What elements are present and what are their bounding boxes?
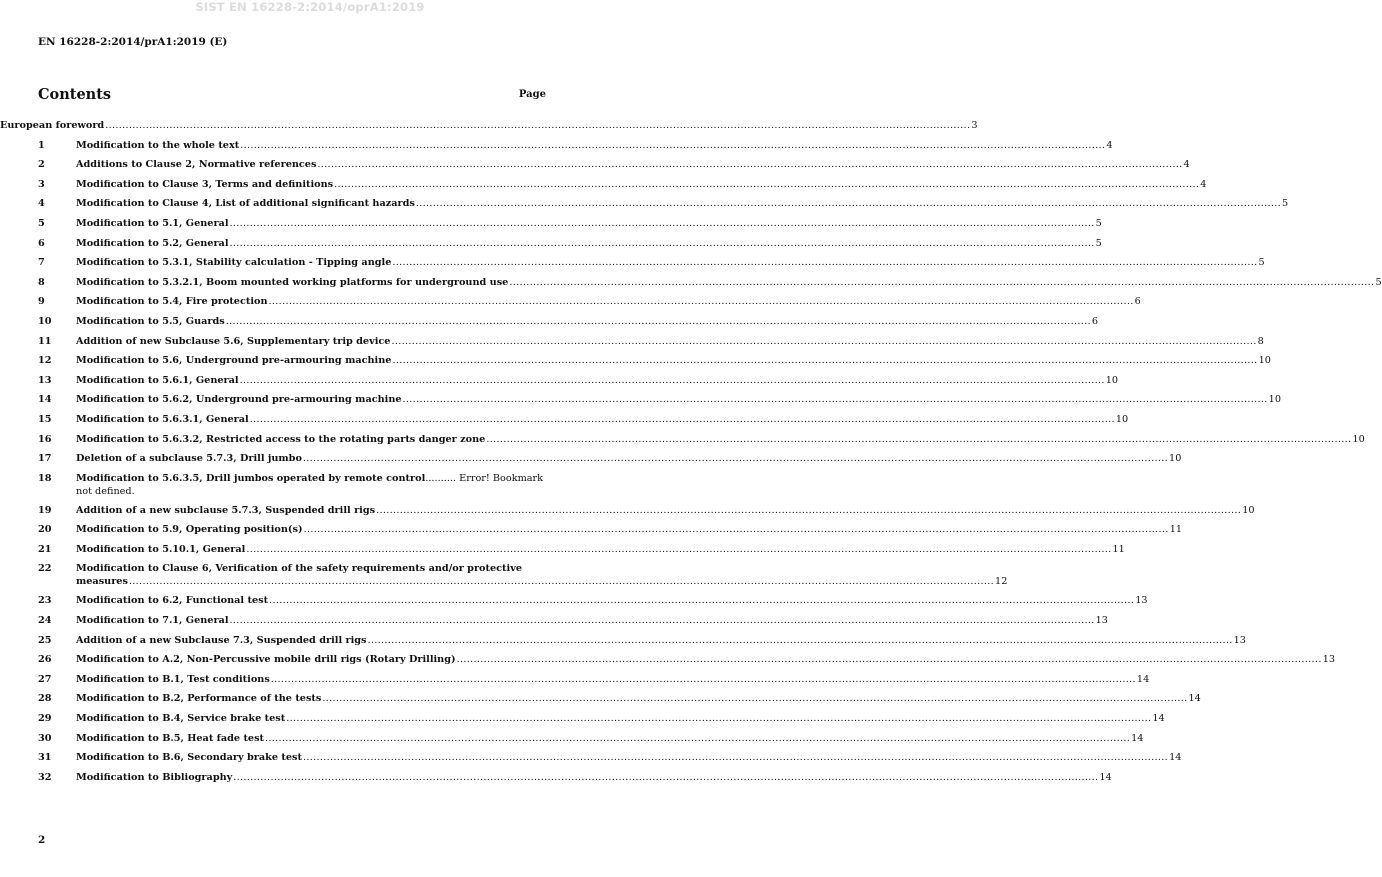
toc-title[interactable]: Modification to 5.6.3.2, Restricted access to the rotating parts danger zone xyxy=(76,433,486,445)
toc-title[interactable]: European foreword xyxy=(0,120,105,131)
toc-leader xyxy=(233,771,1098,784)
toc-leader xyxy=(246,543,1111,556)
toc-leader xyxy=(304,523,1169,536)
toc-entry-15[interactable] xyxy=(38,413,1129,433)
toc-page: 13 xyxy=(1322,654,1336,666)
toc-title[interactable]: Modification to 6.2, Functional test xyxy=(76,595,269,607)
toc-page: 13 xyxy=(1095,615,1108,627)
toc-entry-2[interactable] xyxy=(38,158,1190,178)
toc-title-line2[interactable]: measures xyxy=(76,576,128,588)
toc-number: 21 xyxy=(38,543,52,555)
toc-leader xyxy=(334,178,1199,191)
toc-entry-28[interactable] xyxy=(38,692,1201,712)
toc-title[interactable]: Modification to 5.1, General xyxy=(76,217,229,229)
toc-entry-4[interactable] xyxy=(38,197,1289,217)
toc-entry-24[interactable] xyxy=(38,614,1108,634)
toc-number: 28 xyxy=(38,693,52,705)
toc-leader xyxy=(416,197,1281,210)
toc-number: 31 xyxy=(38,752,52,764)
toc-title[interactable]: Additions to Clause 2, Normative references xyxy=(76,159,317,171)
toc-page: 5 xyxy=(1095,237,1102,249)
toc-title[interactable]: Modification to B.4, Service brake test xyxy=(76,713,286,725)
toc-number: 5 xyxy=(38,217,45,229)
toc-leader xyxy=(376,504,1241,517)
toc-leader xyxy=(230,237,1095,250)
toc-number: 30 xyxy=(38,732,52,744)
toc-title[interactable]: Modification to 5.2, General xyxy=(76,237,229,249)
toc-leader xyxy=(230,614,1095,627)
toc-leader xyxy=(230,217,1095,230)
toc-leader xyxy=(265,732,1130,745)
toc-entry-6[interactable] xyxy=(38,237,1102,257)
toc-entry-3[interactable] xyxy=(38,178,1207,198)
toc-page: 14 xyxy=(1188,693,1201,705)
toc-leader xyxy=(269,594,1134,607)
toc-number: 16 xyxy=(38,433,52,445)
toc-entry-31[interactable] xyxy=(38,751,1182,771)
toc-leader xyxy=(303,452,1168,465)
toc-title[interactable]: Modification to 5.9, Operating position(s) xyxy=(76,524,303,536)
toc-leader xyxy=(317,158,1182,171)
toc-leader xyxy=(105,119,970,132)
toc-number: 26 xyxy=(38,654,52,666)
page-column-label: Page xyxy=(518,89,546,100)
toc-number: 14 xyxy=(38,394,52,406)
toc-leader xyxy=(486,433,1351,446)
toc-title[interactable]: Modification to the whole text xyxy=(76,139,240,151)
toc-title[interactable]: Modification to 5.10.1, General xyxy=(76,543,246,555)
toc-entry-12[interactable] xyxy=(38,354,1271,374)
toc-entry-21[interactable] xyxy=(38,543,1125,563)
toc-page: 10 xyxy=(1115,413,1129,425)
toc-title[interactable]: Modification to 5.3.1, Stability calculation - Tipping angle xyxy=(76,257,392,269)
toc-page: 6 xyxy=(1091,315,1099,327)
toc-leader xyxy=(457,653,1322,666)
toc-entry-19[interactable] xyxy=(38,504,1255,524)
toc-entry-8[interactable] xyxy=(38,276,1382,296)
toc-page: 10 xyxy=(1169,453,1182,465)
toc-leader xyxy=(271,673,1136,686)
toc-number: 22 xyxy=(38,563,52,575)
toc-title[interactable]: Modification to B.2, Performance of the tests xyxy=(76,693,322,705)
toc-title[interactable]: Modification to 5.6.3.5, Drill jumbos operated by remote control xyxy=(76,472,426,484)
toc-leader xyxy=(129,575,994,588)
toc-title[interactable]: Modification to B.1, Test conditions xyxy=(76,673,270,685)
toc-title[interactable]: Modification to B.5, Heat fade test xyxy=(76,732,265,744)
toc-number: 24 xyxy=(38,615,52,627)
toc-number: 4 xyxy=(38,198,45,210)
toc-title[interactable]: Modification to B.6, Secondary brake test xyxy=(76,752,302,764)
toc-title[interactable]: Modification to Bibliography xyxy=(76,771,233,783)
toc-number: 9 xyxy=(38,296,45,308)
toc-page: 5 xyxy=(1095,217,1102,229)
toc-page: 5 xyxy=(1258,257,1265,269)
toc-leader xyxy=(392,354,1257,367)
toc-page: 13 xyxy=(1135,595,1148,607)
watermark: SIST EN 16228-2:2014/oprA1:2019 xyxy=(195,0,425,14)
toc-title[interactable]: Modification to 5.5, Guards xyxy=(76,315,225,327)
contents-title: Contents xyxy=(38,86,112,103)
toc-number: 27 xyxy=(38,673,52,685)
toc-entry-30[interactable] xyxy=(38,732,1144,752)
toc-title[interactable]: Modification to 7.1, General xyxy=(76,615,229,627)
toc-leader xyxy=(303,751,1168,764)
toc-title[interactable]: Modification to Clause 4, List of additional significant hazards xyxy=(76,198,415,210)
toc-title[interactable]: Addition of a new Subclause 7.3, Suspended drill rigs xyxy=(76,634,367,646)
toc-number: 32 xyxy=(38,771,52,783)
toc-entry-22[interactable] xyxy=(38,562,1008,594)
toc-number: 23 xyxy=(38,595,52,607)
toc-number: 12 xyxy=(38,355,52,367)
toc-number: 10 xyxy=(38,315,52,327)
toc-number: 17 xyxy=(38,453,52,465)
toc-leader xyxy=(392,256,1257,269)
toc-entry-9[interactable] xyxy=(38,295,1141,315)
toc-number: 3 xyxy=(38,178,45,190)
toc-page: 4 xyxy=(1200,178,1207,190)
toc-page: 14 xyxy=(1136,673,1150,685)
toc-number: 13 xyxy=(38,374,52,386)
toc-leader xyxy=(226,315,1091,328)
toc-page: 4 xyxy=(1183,159,1190,171)
toc-page: 11 xyxy=(1112,543,1125,555)
toc-entry-23[interactable] xyxy=(38,594,1148,614)
toc-entry-10[interactable] xyxy=(38,315,1099,335)
toc-leader xyxy=(403,393,1268,406)
toc-leader xyxy=(269,295,1134,308)
toc-page: 6 xyxy=(1134,296,1141,308)
toc-number: 11 xyxy=(38,335,52,347)
toc-page: 10 xyxy=(1268,394,1281,406)
toc-entry-11[interactable] xyxy=(38,335,1264,355)
toc-entry-18[interactable] xyxy=(38,472,546,504)
toc-page: 10 xyxy=(1352,433,1365,445)
toc-number: 19 xyxy=(38,504,52,516)
toc-entry-1[interactable] xyxy=(38,139,1113,159)
toc-leader xyxy=(250,413,1115,426)
toc-title[interactable]: Deletion of a subclause 5.7.3, Drill jumbo xyxy=(76,453,302,465)
toc-page: 3 xyxy=(971,120,978,131)
toc-number: 7 xyxy=(38,257,45,269)
toc-page: 8 xyxy=(1257,335,1264,347)
toc-number: 25 xyxy=(38,634,52,646)
toc-title[interactable]: Modification to 5.6.3.1, General xyxy=(76,413,249,425)
toc-page: 4 xyxy=(1106,139,1113,151)
toc-number: 15 xyxy=(38,413,52,425)
toc-number: 2 xyxy=(38,159,45,171)
toc-leader xyxy=(322,692,1187,705)
toc-number: 29 xyxy=(38,713,52,725)
toc-title[interactable]: Modification to 5.3.2.1, Boom mounted working platforms for underground use xyxy=(76,276,509,288)
toc-title[interactable]: Modification to 5.6.2, Underground pre-armouring machine xyxy=(76,394,402,406)
toc-leader xyxy=(368,634,1233,647)
toc-page: 10 xyxy=(1105,374,1119,386)
toc-entry-16[interactable] xyxy=(38,433,1365,453)
toc-number: 20 xyxy=(38,524,52,536)
document-id: EN 16228-2:2014/prA1:2019 (E) xyxy=(38,36,228,48)
table-of-contents xyxy=(0,119,1382,790)
toc-entry-26[interactable] xyxy=(38,653,1336,673)
toc-number: 6 xyxy=(38,237,45,249)
toc-page: 5 xyxy=(1281,198,1289,210)
bookmark-error: Error! Bookmark not defined. xyxy=(76,472,544,497)
toc-number: 18 xyxy=(38,472,52,484)
toc-leader xyxy=(286,712,1151,725)
toc-page: 12 xyxy=(995,576,1008,588)
toc-title[interactable]: Addition of new Subclause 5.6, Supplementary trip device xyxy=(76,335,391,347)
toc-title[interactable]: Modification to 5.6, Underground pre-armouring machine xyxy=(76,355,392,367)
toc-entry-27[interactable] xyxy=(38,673,1150,693)
toc-page: 14 xyxy=(1152,713,1165,725)
toc-leader xyxy=(240,139,1105,152)
toc-leader xyxy=(509,276,1374,289)
toc-entry-17[interactable] xyxy=(38,452,1182,472)
toc-title[interactable]: Modification to A.2, Non-Percussive mobile drill rigs (Rotary Drilling) xyxy=(76,654,456,666)
toc-entry-foreword[interactable] xyxy=(0,119,978,139)
toc-title[interactable]: Modification to 5.4, Fire protection xyxy=(76,296,268,308)
toc-leader: .......... xyxy=(425,472,460,484)
toc-page: 13 xyxy=(1233,634,1246,646)
toc-page: 10 xyxy=(1242,504,1255,516)
toc-entry-7[interactable] xyxy=(38,256,1265,276)
toc-entry-14[interactable] xyxy=(38,393,1281,413)
toc-entry-29[interactable] xyxy=(38,712,1165,732)
toc-page: 14 xyxy=(1169,752,1182,764)
toc-leader xyxy=(391,335,1256,348)
toc-title-line1[interactable]: Modification to Clause 6, Verification of the safety requirements and/or protective xyxy=(76,563,522,575)
toc-page: 5 xyxy=(1375,276,1382,288)
toc-entry-20[interactable] xyxy=(38,523,1183,543)
toc-entry-13[interactable] xyxy=(38,374,1119,394)
toc-title[interactable]: Modification to Clause 3, Terms and definitions xyxy=(76,178,334,190)
toc-leader xyxy=(240,374,1105,387)
toc-title[interactable]: Addition of a new subclause 5.7.3, Suspended drill rigs xyxy=(76,504,376,516)
toc-page: 10 xyxy=(1258,355,1271,367)
toc-entry-32[interactable] xyxy=(38,771,1112,791)
page-number: 2 xyxy=(38,834,46,846)
toc-number: 1 xyxy=(38,139,45,151)
toc-entry-5[interactable] xyxy=(38,217,1102,237)
toc-page: 14 xyxy=(1099,771,1112,783)
toc-title[interactable]: Modification to 5.6.1, General xyxy=(76,374,239,386)
toc-page: 11 xyxy=(1169,524,1183,536)
toc-number: 8 xyxy=(38,276,45,288)
toc-page: 14 xyxy=(1131,732,1144,744)
toc-entry-25[interactable] xyxy=(38,634,1246,654)
